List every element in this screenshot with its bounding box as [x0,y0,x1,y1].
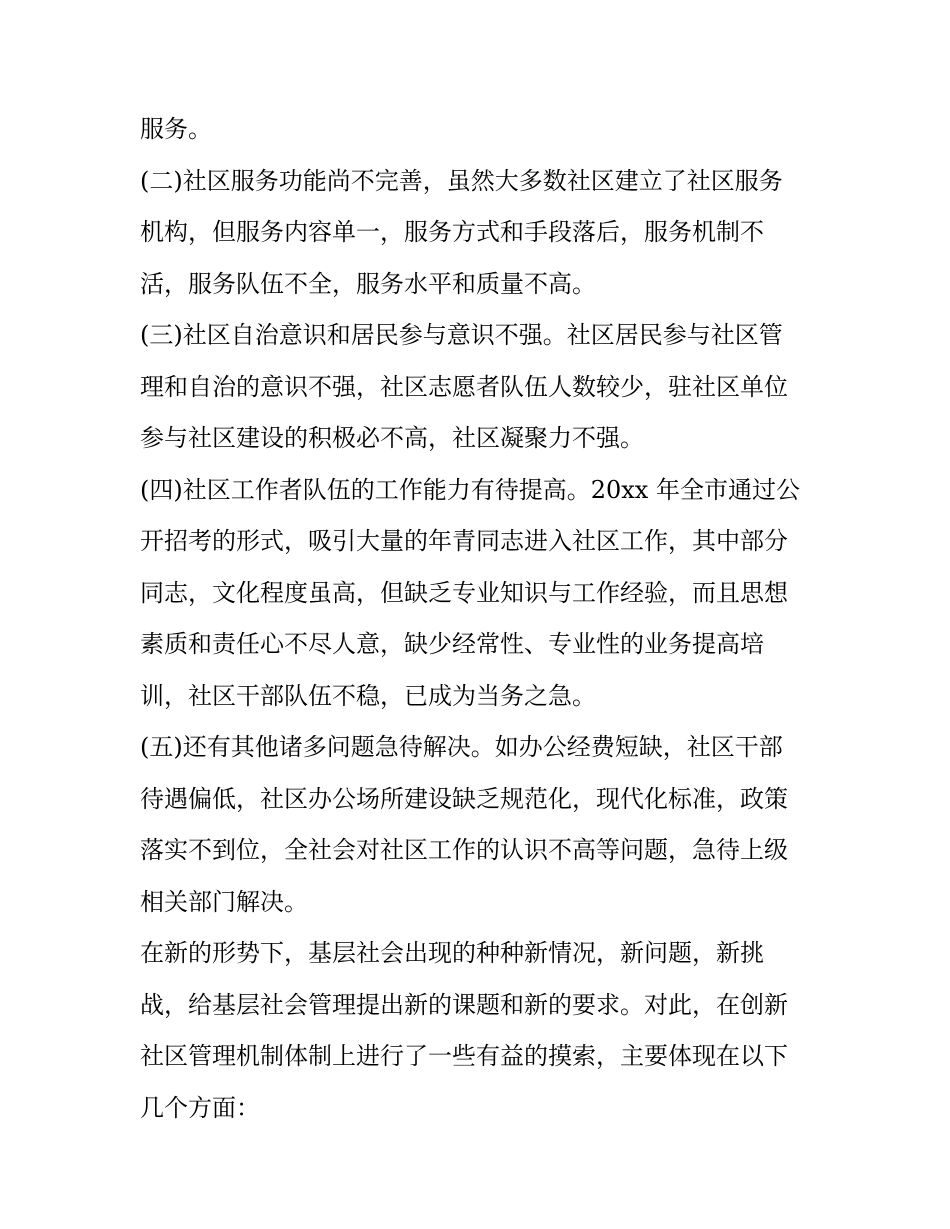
text-line: 服务。 [140,115,212,143]
text-line: 落实不到位，全社会对社区工作的认识不高等问题，急待上级 [140,836,788,864]
text-line: 战，给基层社会管理提出新的课题和新的要求。对此，在创新 [140,990,788,1019]
text-line: 素质和责任心不尽人意，缺少经常性、专业性的业务提高培 [140,630,764,658]
text-line: 参与社区建设的积极必不高，社区凝聚力不强。 [140,424,644,452]
text-line: 待遇偏低，社区办公场所建设缺乏规范化，现代化标准，政策 [140,784,788,813]
text-line: (五)还有其他诸多问题急待解决。如办公经费短缺，社区干部 [140,733,783,761]
text-line: 在新的形势下，基层社会出现的种种新情况，新问题，新挑 [140,939,764,967]
text-line: (二)社区服务功能尚不完善，虽然大多数社区建立了社区服务 [140,166,783,195]
text-line: 相关部门解决。 [140,887,308,916]
text-line: (三)社区自治意识和居民参与意识不强。社区居民参与社区管 [140,321,783,349]
text-line: 几个方面： [140,1093,260,1122]
text-line: 理和自治的意识不强，社区志愿者队伍人数较少，驻社区单位 [140,372,788,401]
text-line: 训，社区干部队伍不稳，已成为当务之急。 [140,681,596,710]
text-line: 活，服务队伍不全，服务水平和质量不高。 [140,269,596,298]
text-line: 同志，文化程度虽高，但缺乏专业知识与工作经验，而且思想 [140,578,788,607]
text-line: 机构，但服务内容单一，服务方式和手段落后，服务机制不 [140,218,764,246]
text-line: 开招考的形式，吸引大量的年青同志进入社区工作，其中部分 [140,527,788,555]
text-line: 社区管理机制体制上进行了一些有益的摸索，主要体现在以下 [140,1042,788,1070]
document-body [140,104,820,1134]
text-line: (四)社区工作者队伍的工作能力有待提高。20xx 年全市通过公 [140,475,800,504]
